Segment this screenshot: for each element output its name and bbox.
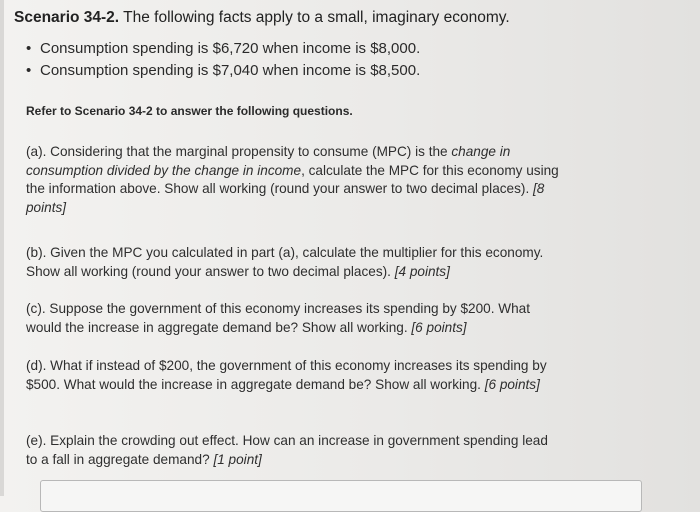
question-a	[26, 143, 566, 217]
question-e-points: [1 point]	[213, 451, 262, 467]
question-a-text-2: , calculate the MPC for this economy using the information above. Show all working (round your answer to two decimal places).	[26, 162, 559, 196]
question-d-text: (d). What if instead of $200, the government of this economy increases its spending by $500. What would the increase in aggregate demand be? Show all working.	[26, 358, 547, 392]
question-a-text-1: (a). Considering that the marginal propensity to consume (MPC) is the	[26, 144, 452, 159]
question-c-text: (c). Suppose the government of this economy increases its spending by $200. What would the increase in aggregate demand be? Show all working.	[26, 301, 530, 335]
bullet-icon: •	[26, 40, 32, 57]
scenario-label: Scenario 34-2.	[14, 9, 120, 26]
fact-text: Consumption spending is $6,720 when income is $8,000.	[40, 40, 421, 57]
scenario-title	[14, 8, 684, 28]
question-a-points: [8 points]	[26, 181, 545, 215]
question-e-text: (e). Explain the crowding out effect. How can an increase in government spending lead to a fall in aggregate demand?	[26, 433, 548, 467]
question-c	[26, 300, 566, 337]
refer-instruction: Refer to Scenario 34-2 to answer the following questions.	[26, 104, 353, 118]
question-d-points: [6 points]	[484, 376, 540, 392]
fact-text: Consumption spending is $7,040 when income is $8,500.	[40, 62, 421, 79]
fact-item	[26, 60, 420, 82]
question-c-points: [6 points]	[411, 319, 467, 335]
question-d	[26, 357, 566, 394]
page-edge-shadow	[0, 0, 4, 496]
question-b-text: (b). Given the MPC you calculated in part (a), calculate the multiplier for this economy. Show all working (round your answer to two decimal places).	[26, 245, 544, 279]
question-b-points: [4 points]	[394, 263, 450, 279]
facts-list	[26, 38, 420, 82]
question-e	[26, 432, 556, 469]
fact-item	[26, 38, 420, 60]
bullet-icon: •	[26, 62, 32, 79]
answer-input-box[interactable]	[40, 480, 642, 512]
scenario-description: The following facts apply to a small, imaginary economy.	[119, 9, 510, 26]
question-a-definition: change in consumption divided by the change in income	[26, 144, 511, 178]
question-b	[26, 244, 556, 281]
